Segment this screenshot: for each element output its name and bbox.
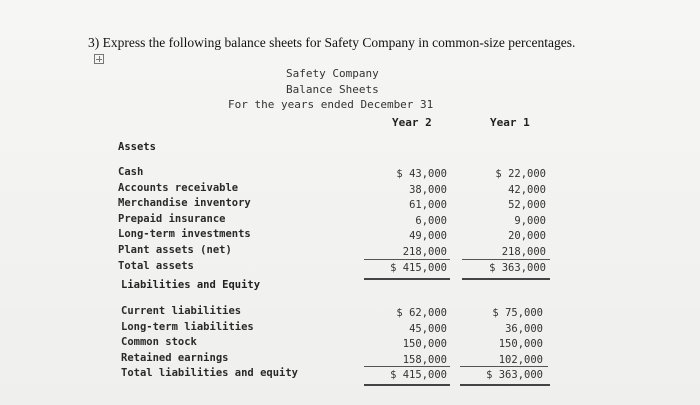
column-header-year1: Year 1 — [490, 116, 530, 129]
cell-common-stock-year2: 150,000 — [402, 338, 447, 351]
row-label-accounts-receivable: Accounts receivable — [118, 181, 239, 194]
row-label-total-liabilities-equity: Total liabilities and equity — [121, 367, 299, 380]
row-label-long-term-investments: Long-term investments — [118, 228, 251, 241]
cell-merchandise-inventory-year1: 52,000 — [508, 199, 546, 212]
liabilities-year1-column — [453, 306, 543, 384]
total-rule-liabilities-year1 — [460, 384, 550, 386]
row-label-prepaid-insurance: Prepaid insurance — [118, 212, 226, 225]
cell-total-liabilities-equity-year2: $ 415,000 — [390, 369, 447, 382]
row-label-retained-earnings: Retained earnings — [121, 351, 229, 364]
cell-long-term-liabilities-year2: 45,000 — [409, 322, 447, 335]
assets-section-title: Assets — [118, 141, 156, 153]
cell-common-stock-year1: 150,000 — [498, 338, 543, 351]
cell-plant-assets-year2: 218,000 — [402, 245, 447, 258]
row-label-common-stock: Common stock — [121, 336, 197, 349]
liabilities-year2-column — [357, 306, 447, 384]
liabilities-labels — [121, 304, 298, 382]
cell-cash-year2: $ 43,000 — [396, 168, 447, 180]
cell-retained-earnings-year2: 158,000 — [402, 353, 447, 366]
cell-accounts-receivable-year2: 38,000 — [409, 183, 447, 196]
cell-long-term-investments-year2: 49,000 — [409, 230, 447, 243]
cell-retained-earnings-year1: 102,000 — [498, 353, 543, 366]
subtotal-rule-liabilities-year1 — [460, 366, 548, 367]
cell-merchandise-inventory-year2: 61,000 — [409, 199, 447, 212]
cell-plant-assets-year1: 218,000 — [501, 245, 546, 258]
row-label-long-term-liabilities: Long-term liabilities — [121, 320, 254, 333]
subtotal-rule-assets-year1 — [462, 259, 550, 260]
cell-long-term-liabilities-year1: 36,000 — [505, 322, 543, 335]
column-header-year2: Year 2 — [392, 116, 432, 129]
subtotal-rule-assets-year2 — [364, 259, 450, 260]
cell-current-liabilities-year2: $ 62,000 — [396, 307, 447, 319]
total-rule-liabilities-year2 — [364, 384, 450, 386]
assets-labels — [118, 165, 251, 274]
cell-total-assets-year2: $ 415,000 — [390, 261, 447, 274]
cell-prepaid-insurance-year2: 6,000 — [415, 214, 447, 227]
cell-cash-year1: $ 22,000 — [495, 168, 546, 180]
row-label-plant-assets: Plant assets (net) — [118, 243, 232, 256]
cell-total-assets-year1: $ 363,000 — [489, 261, 546, 274]
cell-accounts-receivable-year1: 42,000 — [508, 183, 546, 196]
total-rule-assets-year2 — [364, 278, 450, 280]
cell-total-liabilities-equity-year1: $ 363,000 — [486, 369, 543, 382]
row-label-total-assets: Total assets — [118, 259, 194, 272]
cell-long-term-investments-year1: 20,000 — [508, 230, 546, 243]
expand-table-icon[interactable] — [94, 54, 104, 64]
subtotal-rule-liabilities-year2 — [364, 366, 450, 367]
row-label-merchandise-inventory: Merchandise inventory — [118, 197, 251, 210]
statement-title: Balance Sheets — [286, 83, 379, 96]
liabilities-section-title: Liabilities and Equity — [121, 279, 261, 291]
statement-period: For the years ended December 31 — [228, 98, 434, 111]
question-text: 3) Express the following balance sheets for Safety Company in common-size percentages. — [88, 35, 576, 50]
company-name: Safety Company — [286, 67, 379, 80]
total-rule-assets-year1 — [462, 278, 550, 280]
cell-current-liabilities-year1: $ 75,000 — [492, 307, 543, 319]
row-label-current-liabilities: Current liabilities — [121, 305, 242, 317]
cell-prepaid-insurance-year1: 9,000 — [514, 214, 546, 227]
row-label-cash: Cash — [118, 166, 144, 178]
